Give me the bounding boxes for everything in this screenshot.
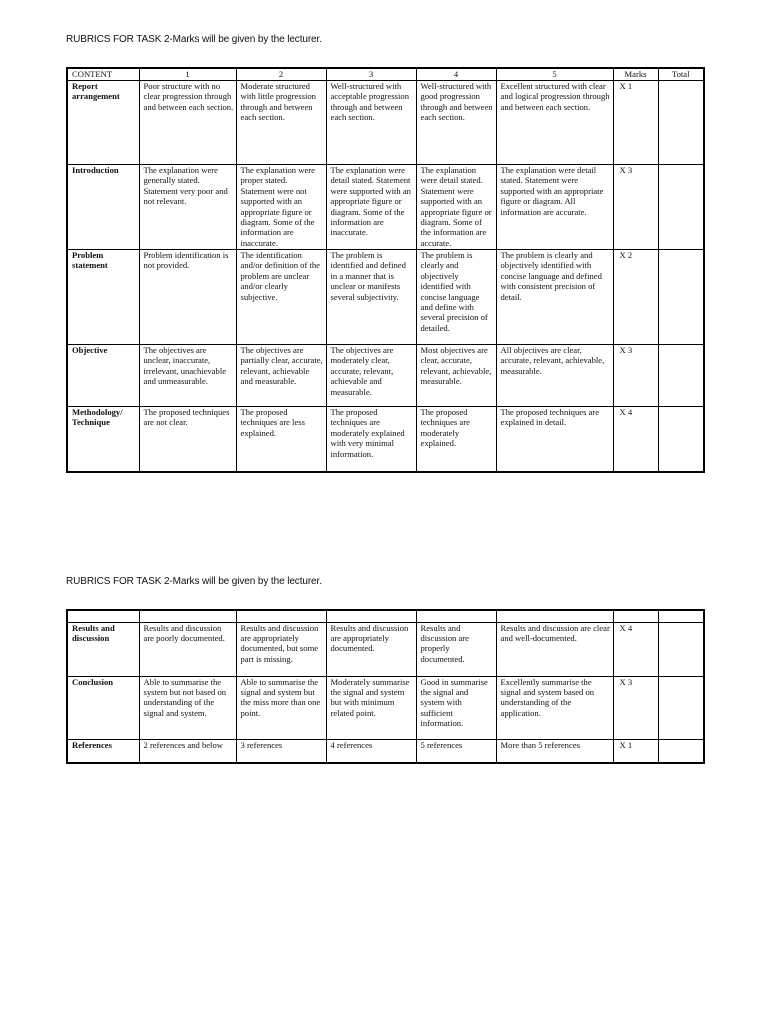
level-2-cell: The explanation were proper stated. Statement were not supported with an appropriate figure or diagram. Some of the information are inaccurate. — [236, 165, 326, 250]
total-cell — [658, 250, 704, 345]
total-cell — [658, 407, 704, 472]
total-cell — [658, 81, 704, 165]
rubric-table-1 — [66, 67, 705, 473]
header-score-1: 1 — [139, 68, 236, 81]
table-row — [67, 739, 704, 763]
marks-cell: X 1 — [613, 739, 658, 763]
rubric-caption-top: RUBRICS FOR TASK 2-Marks will be given by the lecturer. — [66, 34, 322, 45]
rubric-caption-bottom: RUBRICS FOR TASK 2-Marks will be given by the lecturer. — [66, 576, 322, 587]
total-cell — [658, 622, 704, 676]
level-2-cell: The proposed techniques are less explained. — [236, 407, 326, 472]
table-row — [67, 250, 704, 345]
table-row — [67, 81, 704, 165]
level-2-cell: 3 references — [236, 739, 326, 763]
level-1-cell: Problem identification is not provided. — [139, 250, 236, 345]
level-3-cell: Results and discussion are appropriately documented. — [326, 622, 416, 676]
total-cell — [658, 345, 704, 407]
header-total: Total — [658, 68, 704, 81]
level-4-cell: The explanation were detail stated. Statement were supported with an appropriate figure or diagram. Some of the information are accurate. — [416, 165, 496, 250]
table-row — [67, 165, 704, 250]
criterion-cell: Conclusion — [67, 676, 139, 739]
header-score-5: 5 — [496, 68, 613, 81]
level-3-cell: 4 references — [326, 739, 416, 763]
level-3-cell: Well-structured with acceptable progression through and between each section. — [326, 81, 416, 165]
level-2-cell: Moderate structured with little progression through and between each section. — [236, 81, 326, 165]
header-content: CONTENT — [67, 68, 139, 81]
level-4-cell: 5 references — [416, 739, 496, 763]
level-2-cell: Results and discussion are appropriately documented, but some part is missing. — [236, 622, 326, 676]
level-4-cell: Good in summarise the signal and system with sufficient information. — [416, 676, 496, 739]
level-3-cell: The problem is identified and defined in a manner that is unclear or manifests several subjectivity. — [326, 250, 416, 345]
table-row — [67, 407, 704, 472]
header-marks: Marks — [613, 68, 658, 81]
criterion-cell: Results and discussion — [67, 622, 139, 676]
criterion-cell: Problem statement — [67, 250, 139, 345]
header-score-4: 4 — [416, 68, 496, 81]
criterion-cell: Report arrangement — [67, 81, 139, 165]
level-4-cell: Results and discussion are properly documented. — [416, 622, 496, 676]
level-2-cell: Able to summarise the signal and system but the miss more than one point. — [236, 676, 326, 739]
level-1-cell: Poor structure with no clear progression through and between each section. — [139, 81, 236, 165]
level-3-cell: The explanation were detail stated. Statement were supported with an appropriate figure or diagram. Some of the information are inaccurate. — [326, 165, 416, 250]
table-row — [67, 676, 704, 739]
marks-cell: X 3 — [613, 345, 658, 407]
table-header-row — [67, 68, 704, 81]
criterion-cell: Objective — [67, 345, 139, 407]
total-cell — [658, 165, 704, 250]
level-2-cell: The identification and/or definition of the problem are unclear and/or clearly subjective. — [236, 250, 326, 345]
level-5-cell: Results and discussion are clear and well-documented. — [496, 622, 613, 676]
table-row — [67, 622, 704, 676]
level-4-cell: Most objectives are clear, accurate, relevant, achievable, measurable. — [416, 345, 496, 407]
marks-cell: X 4 — [613, 407, 658, 472]
marks-cell: X 2 — [613, 250, 658, 345]
rubric-table-2 — [66, 609, 705, 764]
level-4-cell: Well-structured with good progression through and between each section. — [416, 81, 496, 165]
total-cell — [658, 739, 704, 763]
level-1-cell: The proposed techniques are not clear. — [139, 407, 236, 472]
level-3-cell: The proposed techniques are moderately explained with very minimal information. — [326, 407, 416, 472]
criterion-cell: Methodology/ Technique — [67, 407, 139, 472]
table-row — [67, 345, 704, 407]
level-5-cell: Excellent structured with clear and logical progression through and between each section. — [496, 81, 613, 165]
level-1-cell: Results and discussion are poorly documented. — [139, 622, 236, 676]
marks-cell: X 1 — [613, 81, 658, 165]
criterion-cell: References — [67, 739, 139, 763]
level-5-cell: The explanation were detail stated. Statement were supported with an appropriate figure or diagram. All information are accurate. — [496, 165, 613, 250]
marks-cell: X 3 — [613, 165, 658, 250]
level-5-cell: Excellently summarise the signal and system based on understanding of the application. — [496, 676, 613, 739]
level-1-cell: The explanation were generally stated. Statement very poor and not relevant. — [139, 165, 236, 250]
level-1-cell: Able to summarise the system but not based on understanding of the signal and system. — [139, 676, 236, 739]
level-1-cell: The objectives are unclear, inaccurate, irrelevant, unachievable and unmeasurable. — [139, 345, 236, 407]
marks-cell: X 4 — [613, 622, 658, 676]
table-header-row — [67, 610, 704, 622]
level-5-cell: More than 5 references — [496, 739, 613, 763]
header-score-2: 2 — [236, 68, 326, 81]
criterion-cell: Introduction — [67, 165, 139, 250]
level-5-cell: The problem is clearly and objectively identified with concise language and defined with consistent precision of detail. — [496, 250, 613, 345]
level-4-cell: The problem is clearly and objectively identified with concise language and define with several precision of detailed. — [416, 250, 496, 345]
marks-cell: X 3 — [613, 676, 658, 739]
header-score-3: 3 — [326, 68, 416, 81]
level-3-cell: The objectives are moderately clear, accurate, relevant, achievable and measurable. — [326, 345, 416, 407]
level-5-cell: The proposed techniques are explained in detail. — [496, 407, 613, 472]
level-1-cell: 2 references and below — [139, 739, 236, 763]
total-cell — [658, 676, 704, 739]
level-4-cell: The proposed techniques are moderately explained. — [416, 407, 496, 472]
level-2-cell: The objectives are partially clear, accurate, relevant, achievable and measurable. — [236, 345, 326, 407]
level-3-cell: Moderately summarise the signal and system but with minimum related point. — [326, 676, 416, 739]
level-5-cell: All objectives are clear, accurate, relevant, achievable, measurable. — [496, 345, 613, 407]
